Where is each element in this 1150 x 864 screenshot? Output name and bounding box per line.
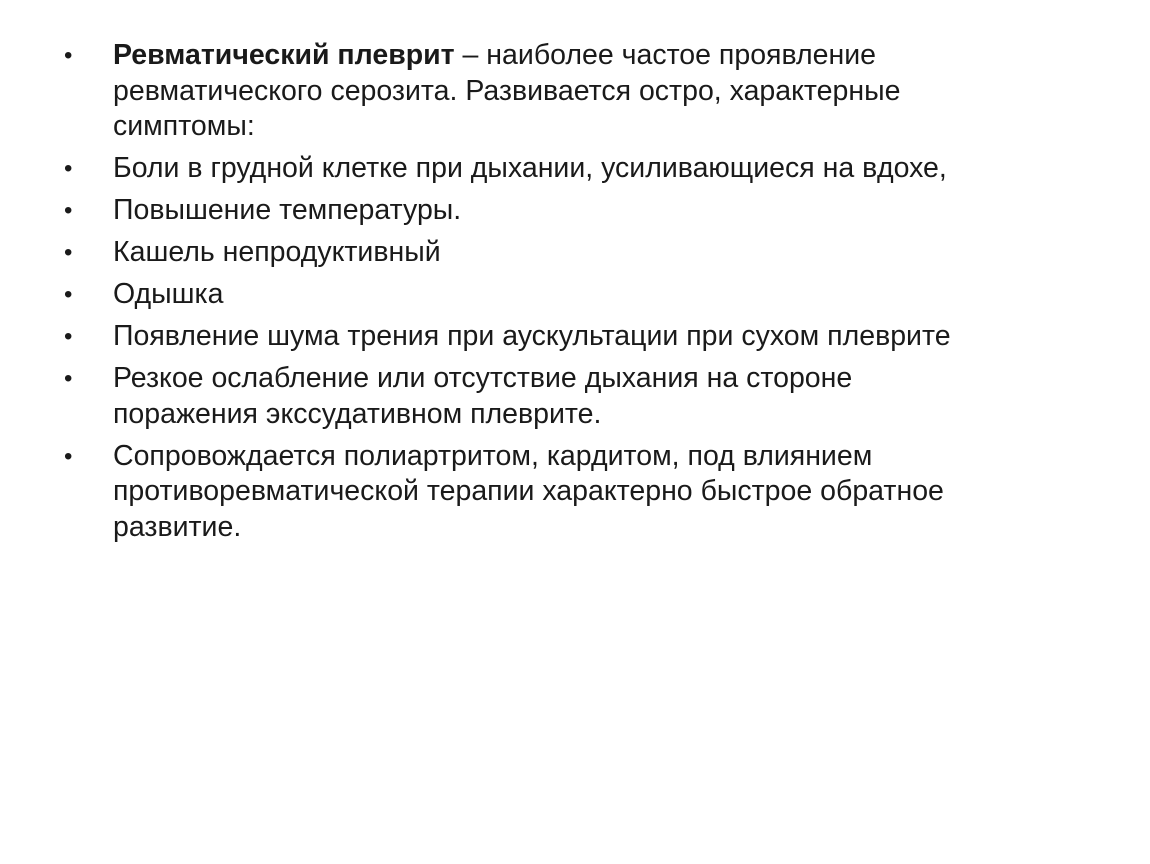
item-text: Повышение температуры. <box>113 194 462 226</box>
list-item <box>64 38 1124 145</box>
item-text: ревматического серозита. Развивается остро, характерные <box>113 74 901 107</box>
list-item <box>64 319 1124 355</box>
bullet-icon: • <box>64 42 73 69</box>
list-item <box>64 235 1124 271</box>
item-text: симптомы: <box>113 110 255 142</box>
item-text: Кашель непродуктивный <box>113 236 441 268</box>
item-text: Сопровождается полиартритом, кардитом, под влиянием <box>113 439 873 472</box>
bullet-icon: • <box>64 281 73 308</box>
bullet-icon: • <box>64 239 73 266</box>
item-text: Резкое ослабление или отсутствие дыхания на стороне <box>113 362 853 394</box>
item-text: Появление шума трения при аускультации при сухом плеврите <box>113 320 951 352</box>
bullet-icon: • <box>64 442 73 470</box>
bullet-list <box>64 38 1124 552</box>
list-item <box>64 439 1124 546</box>
item-text: – наиболее частое проявление <box>454 39 876 71</box>
item-text: противоревматической терапии характерно быстрое обратное <box>113 475 944 507</box>
item-text: поражения экссудативном плеврите. <box>113 397 602 430</box>
bullet-icon: • <box>64 365 73 392</box>
list-item <box>64 361 1124 432</box>
list-item <box>64 151 1124 187</box>
item-text: Одышка <box>113 278 224 310</box>
list-item <box>64 277 1124 313</box>
bold-term: Ревматический плеврит <box>113 39 455 71</box>
bullet-icon: • <box>64 323 73 350</box>
list-item <box>64 193 1124 229</box>
item-text: развитие. <box>113 510 242 543</box>
item-text: Боли в грудной клетке при дыхании, усиливающиеся на вдохе, <box>113 152 947 184</box>
bullet-icon: • <box>64 197 73 224</box>
bullet-icon: • <box>64 155 73 182</box>
